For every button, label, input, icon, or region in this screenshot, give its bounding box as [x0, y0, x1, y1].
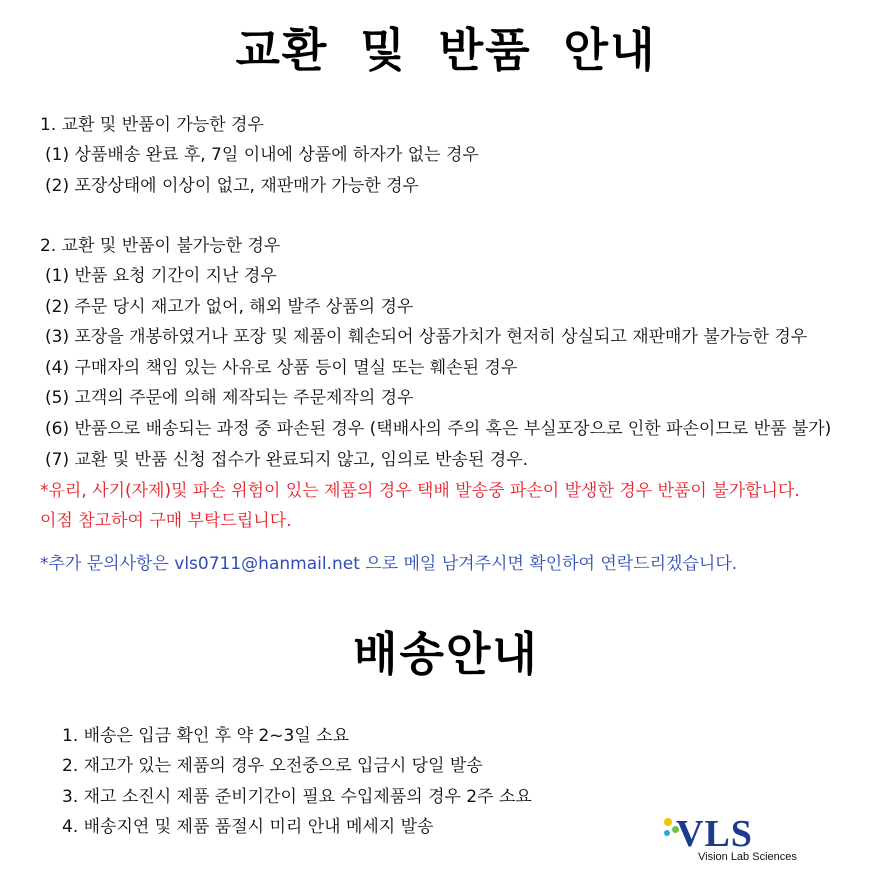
section1-heading: 1. 교환 및 반품이 가능한 경우 [40, 115, 264, 135]
delivery-item: 1. 배송은 입금 확인 후 약 2~3일 소요 [62, 726, 349, 746]
section2-heading: 2. 교환 및 반품이 불가능한 경우 [40, 236, 281, 256]
logo-dot-blue [664, 830, 670, 836]
section1-item: (2) 포장상태에 이상이 없고, 재판매가 가능한 경우 [45, 176, 419, 196]
logo-mark: VLS [676, 813, 753, 855]
section2-item: (1) 반품 요청 기간이 지난 경우 [45, 266, 277, 286]
logo-name: Vision Lab Sciences [698, 851, 797, 863]
delivery-item: 2. 재고가 있는 제품의 경우 오전중으로 입금시 당일 발송 [62, 756, 483, 776]
delivery-item: 4. 배송지연 및 제품 품절시 미리 안내 메세지 발송 [62, 817, 434, 837]
contact-notice: *추가 문의사항은 vls0711@hanmail.net 으로 메일 남겨주시면 확인하여 연락드리겠습니다. [40, 554, 738, 574]
section2-item: (3) 포장을 개봉하였거나 포장 및 제품이 훼손되어 상품가치가 현저히 상실되고 재판매가 불가능한 경우 [45, 327, 808, 347]
section2-item: (7) 교환 및 반품 신청 접수가 완료되지 않고, 임의로 반송된 경우. [45, 450, 529, 470]
delivery-title: 배송안내 [353, 627, 539, 681]
warning-line: *유리, 사기(자제)및 파손 위험이 있는 제품의 경우 택배 발송중 파손이 발생한 경우 반품이 불가합니다. [40, 481, 800, 501]
logo-dot-yellow [664, 818, 672, 826]
section1-item: (1) 상품배송 완료 후, 7일 이내에 상품에 하자가 없는 경우 [45, 145, 479, 165]
section2-item: (4) 구매자의 책임 있는 사유로 상품 등이 멸실 또는 훼손된 경우 [45, 358, 518, 378]
section2-item: (6) 반품으로 배송되는 과정 중 파손된 경우 (택배사의 주의 혹은 부실포장으로 인한 파손이므로 반품 불가) [45, 419, 832, 439]
warning-line: 이점 참고하여 구매 부탁드립니다. [40, 511, 292, 531]
section2-item: (2) 주문 당시 재고가 없어, 해외 발주 상품의 경우 [45, 297, 414, 317]
section2-item: (5) 고객의 주문에 의해 제작되는 주문제작의 경우 [45, 388, 414, 408]
delivery-item: 3. 재고 소진시 제품 준비기간이 필요 수입제품의 경우 2주 소요 [62, 787, 532, 807]
exchange-return-title: 교환 및 반품 안내 [235, 23, 657, 77]
